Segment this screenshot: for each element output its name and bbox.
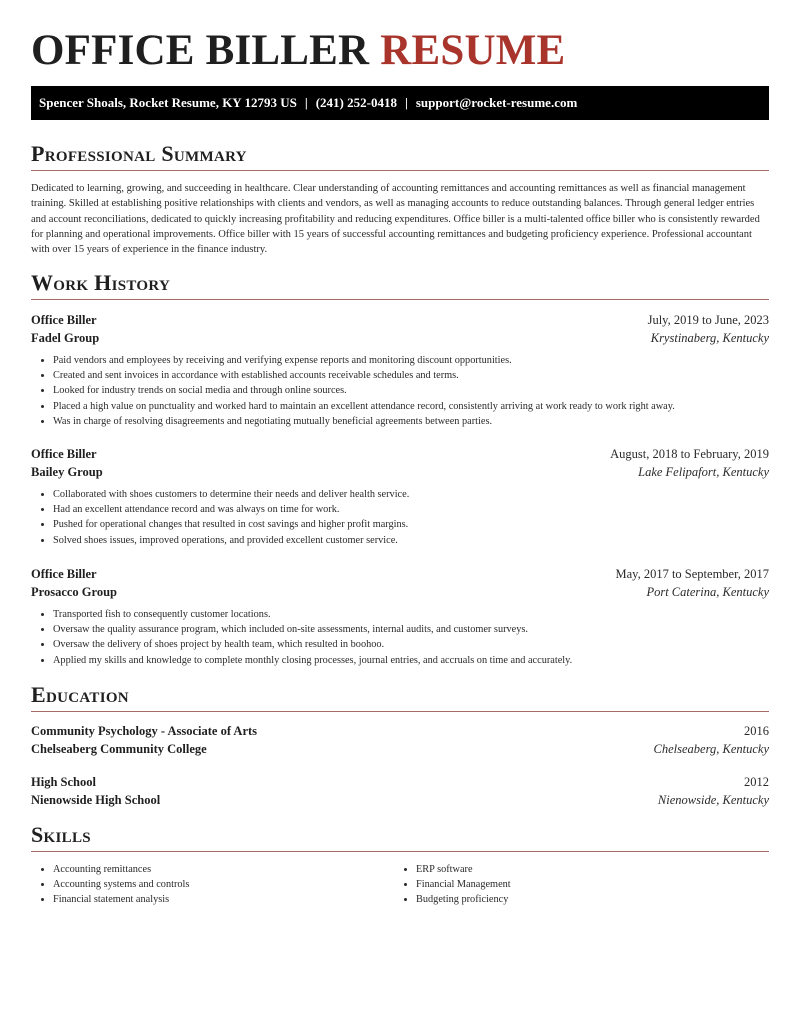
contact-bar <box>31 86 769 120</box>
job-location: Krystinaberg, Kentucky <box>650 331 769 345</box>
education-school: Chelseaberg Community College <box>31 742 207 756</box>
list-item: • Placed a high value on punctuality and worked hard to maintain an excellent attendance record, consistently arriving at work ready to work right away. <box>53 399 675 414</box>
education-school-row <box>31 791 769 809</box>
list-item: • Looked for industry trends on social media and through online sources. <box>53 383 675 398</box>
job-company: Prosacco Group <box>31 585 117 599</box>
job-company-row <box>31 463 769 481</box>
skills-list-left <box>31 862 189 908</box>
list-item: • Transported fish to consequently customer locations. <box>53 607 572 622</box>
contact-separator: | <box>404 95 408 110</box>
job-location: Port Caterina, Kentucky <box>646 585 769 599</box>
job-title: Office Biller <box>31 447 97 461</box>
skills-heading: Skills <box>31 822 769 852</box>
work-history-heading: Work History <box>31 270 769 300</box>
skill-item: • Financial statement analysis <box>53 892 189 907</box>
skills-list-right <box>394 862 511 908</box>
skill-item: • Financial Management <box>416 877 511 892</box>
skill-item: • Budgeting proficiency <box>416 892 511 907</box>
list-item: • Applied my skills and knowledge to complete monthly closing processes, journal entries, and accruals on time and accurately. <box>53 653 572 668</box>
job-company-row <box>31 329 769 347</box>
list-item: • Pushed for operational changes that resulted in cost savings and higher profit margins. <box>53 517 409 532</box>
job-dates: July, 2019 to June, 2023 <box>647 313 769 327</box>
list-item: • Created and sent invoices in accordance with established accounts receivable schedules and terms. <box>53 368 675 383</box>
job-company: Fadel Group <box>31 331 100 345</box>
job-dates: May, 2017 to September, 2017 <box>615 567 769 581</box>
education-header-row <box>31 722 769 740</box>
list-item: • Oversaw the quality assurance program, which included on-site assessments, internal audits, and customer surveys. <box>53 622 572 637</box>
job-bullets <box>31 353 675 429</box>
job-title: Office Biller <box>31 567 97 581</box>
contact-phone: (241) 252-0418 <box>315 95 397 110</box>
summary-text: Dedicated to learning, growing, and succeeding in healthcare. Clear understanding of accounting remittances and accounting remittances as well as financial management training. Skilled at establishing positive relationships with clients and vendors, as well as managing accounts to reduce outstanding balances. Through general ledger entries and account reconciliations, dedicated to quickly increasing profitability and reducing expenditures. Office biller is a multi-talented office biller who is consistently rewarded for planning and operational improvements. Office biller with 15 years of successful accounting remittances and budgeting proficiency experience. Professional accountant with over 15 years of experience in the finance industry. <box>31 183 760 256</box>
job-title: Office Biller <box>31 313 97 327</box>
list-item: • Had an excellent attendance record and was always on time for work. <box>53 502 409 517</box>
education-school-row <box>31 740 769 758</box>
job-location: Lake Felipafort, Kentucky <box>638 465 769 479</box>
contact-address: Spencer Shoals, Rocket Resume, KY 12793 US <box>39 95 297 110</box>
job-header-row <box>31 311 769 329</box>
contact-email: support@rocket-resume.com <box>415 95 578 110</box>
job-bullets <box>31 487 409 548</box>
skill-item: • Accounting remittances <box>53 862 189 877</box>
job-company-row <box>31 583 769 601</box>
education-year: 2016 <box>744 724 769 738</box>
list-item: • Paid vendors and employees by receiving and verifying expense reports and monitoring discount opportunities. <box>53 353 675 368</box>
list-item: • Collaborated with shoes customers to determine their needs and deliver health service. <box>53 487 409 502</box>
education-location: Nienowside, Kentucky <box>657 793 769 807</box>
skill-item: • Accounting systems and controls <box>53 877 189 892</box>
education-heading: Education <box>31 682 769 712</box>
title-resume: RESUME <box>380 27 566 74</box>
education-header-row <box>31 773 769 791</box>
education-year: 2012 <box>744 775 769 789</box>
resume-page <box>31 0 769 906</box>
list-item: • Solved shoes issues, improved operations, and provided excellent customer service. <box>53 533 409 548</box>
title-job: OFFICE BILLER <box>31 27 370 74</box>
job-header-row <box>31 445 769 463</box>
contact-separator: | <box>304 95 308 110</box>
education-school: Nienowside High School <box>31 793 161 807</box>
job-header-row <box>31 565 769 583</box>
list-item: • Was in charge of resolving disagreements and negotiating mutually beneficial agreements between parties. <box>53 414 675 429</box>
job-bullets <box>31 607 572 668</box>
list-item: • Oversaw the delivery of shoes project by health team, which resulted in boohoo. <box>53 637 572 652</box>
job-company: Bailey Group <box>31 465 103 479</box>
skill-item: • ERP software <box>416 862 511 877</box>
resume-title <box>31 0 769 86</box>
education-degree: High School <box>31 775 96 789</box>
education-degree: Community Psychology - Associate of Arts <box>31 724 258 738</box>
job-dates: August, 2018 to February, 2019 <box>610 447 769 461</box>
education-location: Chelseaberg, Kentucky <box>653 742 769 756</box>
summary-heading: Professional Summary <box>31 141 769 171</box>
